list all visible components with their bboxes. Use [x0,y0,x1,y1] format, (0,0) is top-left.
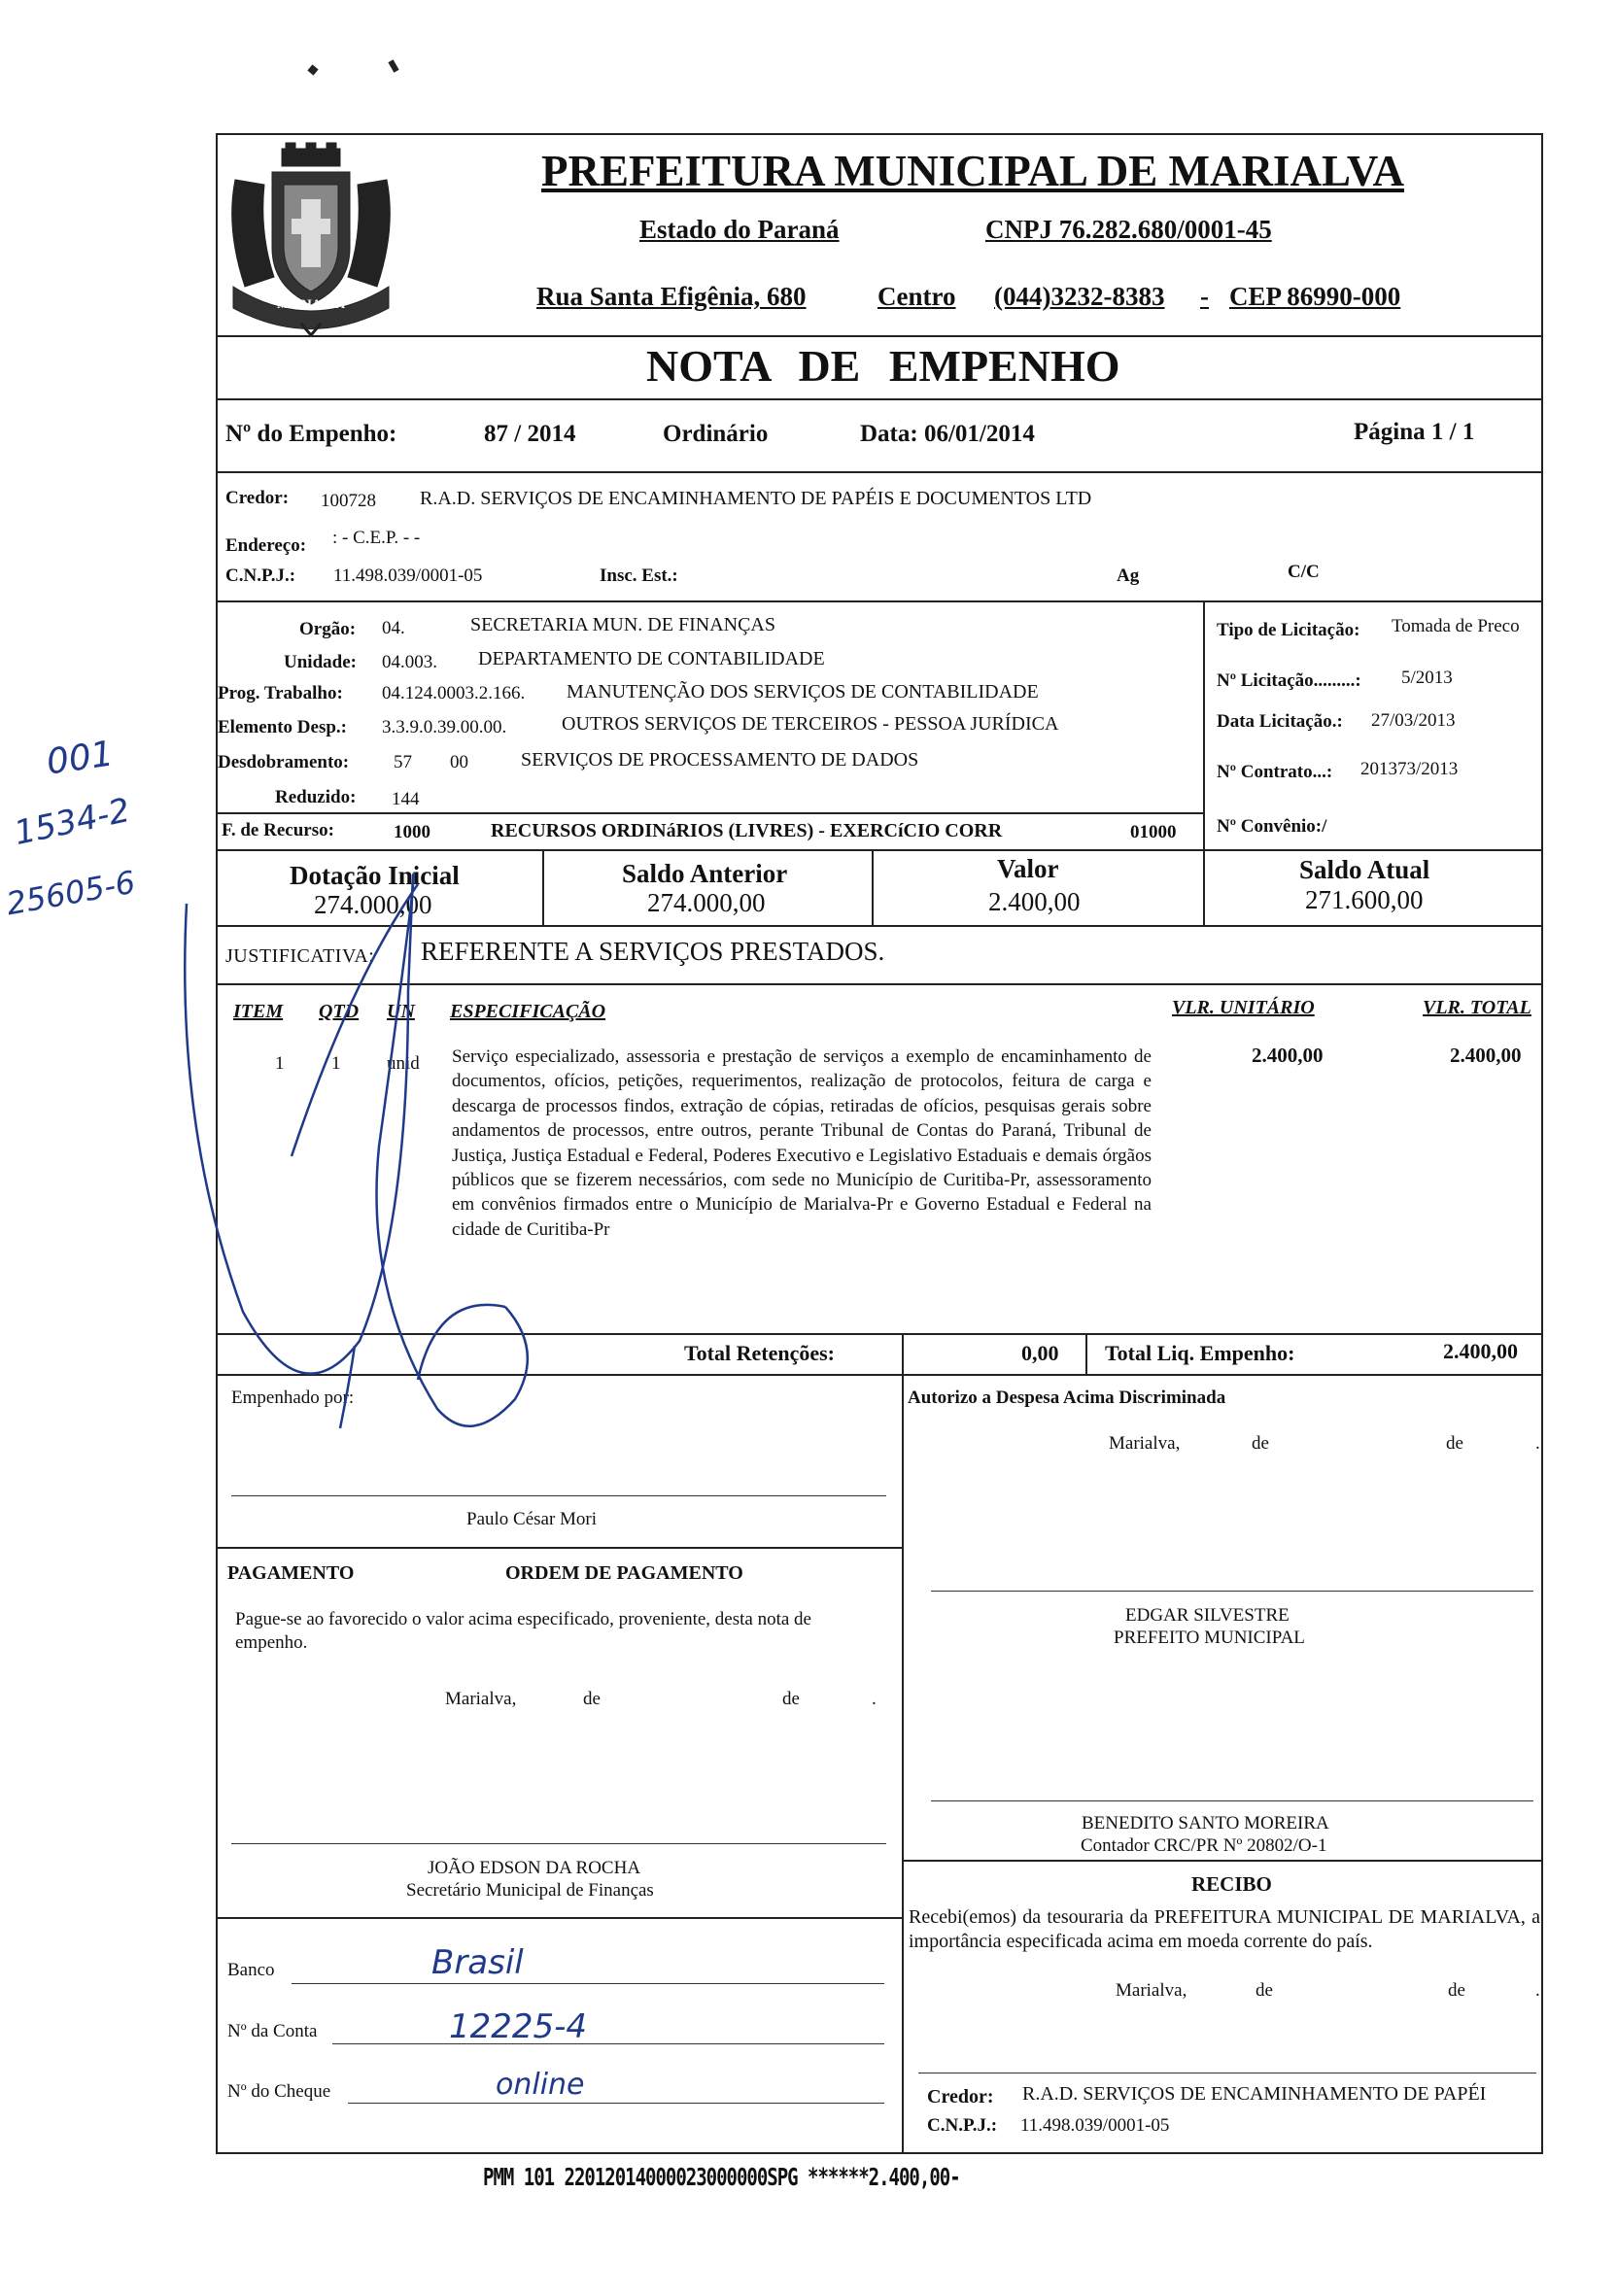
state-label: Estado do Paraná [639,215,840,244]
pagamento-label: PAGAMENTO [227,1562,355,1584]
phone-label: (044)3232-8383 [994,282,1165,311]
coat-of-arms-logo [216,141,406,335]
valor-label: Valor [997,854,1059,883]
reduzido-label: Reduzido: [275,787,357,807]
dotacao-value: 274.000,00 [314,890,432,919]
convenio-label: Nº Convênio:/ [1217,816,1327,837]
item-specification: Serviço especializado, assessoria e prestação de serviços a exemplo de encaminhamento de documentos, ofícios, petições, requerimentos, realização de protocolos, feitura de carga e descarga de processos findos, extração de cópias, retiradas de ofícios, pesquisas gerais sobre andamentos de processos, entre outros, perante Tribunal de Contas do Paraná, Tribunal de Justiça, Justiça Estadual e Federal, Poderes Executivo e Legislativo Estaduais e demais órgãos públicos que se fizerem necessários, com sede no Município de Curitiba-Pr, assessoramento em convênios firmados entre o Município de Marialva-Pr e Governo Estadual e Federal na cidade de Curitiba-Pr [452,1046,1152,1240]
saldo-atual-value: 271.600,00 [1305,885,1424,914]
recurso-code2: 01000 [1130,822,1177,842]
agency-label: Ag [1117,565,1140,586]
pague-text: Pague-se ao favorecido o valor acima especificado, proveniente, desta nota de empenho. [235,1609,811,1653]
qtd-col-header: QTD [319,1001,360,1022]
signature-line [931,1800,1533,1801]
ordem-pagamento-label: ORDEM DE PAGAMENTO [505,1562,743,1584]
item-unit: unid [387,1053,420,1074]
item-number: 1 [275,1053,285,1074]
item-total: 2.400,00 [1450,1044,1522,1067]
credor-code: 100728 [321,491,376,511]
ink-loop-mark [117,836,602,1496]
saldo-anterior-label: Saldo Anterior [622,859,788,888]
desdobramento-code: 57 [394,752,412,772]
spec-col-header: ESPECIFICAÇÃO [450,1001,606,1022]
recibo-cnpj-label: C.N.P.J.: [927,2115,998,2136]
prog-trabalho-code: 04.124.0003.2.166. [382,683,526,703]
item-qty: 1 [331,1053,341,1074]
scan-mark [307,64,318,75]
tipo-licitacao-label: Tipo de Licitação: [1217,620,1360,640]
divider [872,849,874,925]
cheque-label: Nº do Cheque [227,2081,331,2102]
recibo-cnpj-value: 11.498.039/0001-05 [1020,2115,1170,2136]
address-label: Endereço: [225,535,307,556]
secretario-title: Secretário Municipal de Finanças [406,1880,654,1901]
prog-trabalho-label: Prog. Trabalho: [218,683,343,703]
tipo-licitacao-value: Tomada de Preco [1392,616,1520,636]
footer-code: PMM 101 22012014000023000000SPG ******2.400,00- [483,2163,960,2192]
desdobramento-name: SERVIÇOS DE PROCESSAMENTO DE DADOS [521,749,919,771]
conta-line [332,2043,884,2044]
num-licitacao-value: 5/2013 [1401,668,1453,688]
empenho-number: 87 / 2014 [484,421,576,447]
elemento-name: OUTROS SERVIÇOS DE TERCEIROS - PESSOA JURÍDICA [562,713,1059,735]
contrato-value: 201373/2013 [1360,759,1459,779]
credor-label: Credor: [225,488,290,508]
divider [902,1333,904,1374]
banco-label: Banco [227,1960,275,1980]
pagamento-dot: . [872,1689,877,1709]
elemento-code: 3.3.9.0.39.00.00. [382,717,507,737]
total-col-header: VLR. TOTAL [1423,997,1531,1018]
total-liquido-label: Total Liq. Empenho: [1105,1341,1295,1365]
banco-line [292,1983,884,1984]
divider [216,1547,902,1549]
empenhado-name: Paulo César Mori [466,1509,598,1529]
elemento-label: Elemento Desp.: [218,717,347,737]
total-retencoes-value: 0,00 [1021,1341,1059,1365]
recibo-credor-value: R.A.D. SERVIÇOS DE ENCAMINHAMENTO DE PAPÉI [1022,2083,1487,2105]
cnpj-header: CNPJ 76.282.680/0001-45 [985,215,1272,244]
signature-line [231,1843,886,1844]
empenhado-label: Empenhado por: [231,1388,355,1408]
contador-title: Contador CRC/PR Nº 20802/O-1 [1081,1835,1327,1856]
total-retencoes-label: Total Retenções: [684,1341,835,1365]
recurso-label: F. de Recurso: [222,820,334,840]
prefeito-name: EDGAR SILVESTRE [1125,1605,1290,1626]
cheque-line [348,2103,884,2104]
autorizo-label: Autorizo a Despesa Acima Discriminada [908,1388,1226,1408]
recurso-name: RECURSOS ORDINáRIOS (LIVRES) - EXERCíCIO CORR [491,820,1003,841]
unit-price-col-header: VLR. UNITÁRIO [1172,997,1315,1018]
page-number: Página 1 / 1 [1354,419,1475,445]
unidade-name: DEPARTAMENTO DE CONTABILIDADE [478,648,825,669]
pagamento-de2: de [782,1689,800,1709]
orgao-code: 04. [382,618,405,638]
autorizo-city: Marialva, [1109,1433,1181,1454]
divider [1085,1333,1087,1374]
orgao-name: SECRETARIA MUN. DE FINANÇAS [470,614,775,635]
handwritten-margin-note: 1534-2 [11,790,134,854]
empenho-type: Ordinário [663,421,769,447]
empenho-label: Nº do Empenho: [225,421,397,447]
recibo-city: Marialva, [1116,1980,1187,2001]
data-licitacao-value: 27/03/2013 [1371,710,1456,731]
dotacao-label: Dotação Inicial [290,861,460,890]
divider [216,812,1203,814]
desdobramento-sub: 00 [450,752,468,772]
pagamento-de1: de [583,1689,601,1709]
reduzido-value: 144 [392,789,420,809]
divider [216,600,1543,602]
cnpj-value: 11.498.039/0001-05 [333,565,483,586]
divider [216,1917,902,1919]
data-licitacao-label: Data Licitação.: [1217,711,1343,732]
account-label: C/C [1288,562,1320,582]
street-label: Rua Santa Efigênia, 680 [536,282,807,311]
num-licitacao-label: Nº Licitação.........: [1217,670,1361,691]
desdobramento-label: Desdobramento: [218,752,350,772]
orgao-label: Orgão: [299,619,357,639]
saldo-anterior-value: 274.000,00 [647,888,766,917]
secretario-name: JOÃO EDSON DA ROCHA [428,1858,641,1878]
handwritten-margin-note: 001 [44,734,117,783]
contador-name: BENEDITO SANTO MOREIRA [1082,1813,1329,1833]
address-value: : - C.E.P. - - [332,528,421,548]
handwritten-cheque: online [496,2068,585,2102]
divider [902,1374,904,2154]
credor-name: R.A.D. SERVIÇOS DE ENCAMINHAMENTO DE PAPÉIS E DOCUMENTOS LTD [420,488,1092,509]
recibo-de2: de [1448,1980,1465,2001]
justificativa-text: REFERENTE A SERVIÇOS PRESTADOS. [421,937,885,966]
insc-est-label: Insc. Est.: [600,565,678,586]
recibo-text: Recebi(emos) da tesouraria da PREFEITURA MUNICIPAL DE MARIALVA, a importância especificada acima em moeda corrente do país. [909,1906,1540,1952]
cep-label: CEP 86990-000 [1229,282,1401,311]
handwritten-banco: Brasil [431,1943,524,1982]
divider [216,471,1543,473]
item-col-header: ITEM [233,1001,284,1022]
autorizo-dot: . [1535,1433,1540,1454]
conta-label: Nº da Conta [227,2021,318,2041]
recibo-dot: . [1535,1980,1540,2001]
unidade-label: Unidade: [284,652,357,672]
svg-text:MARIALVA: MARIALVA [276,296,346,311]
divider [1203,600,1205,849]
header-dash: - [1200,282,1209,311]
empenho-date: Data: 06/01/2014 [860,421,1035,447]
divider [1203,849,1205,925]
signature-line [931,1591,1533,1592]
divider [216,335,1543,337]
item-unit-price: 2.400,00 [1252,1044,1324,1067]
prefeito-title: PREFEITO MUNICIPAL [1114,1628,1305,1648]
divider [902,1860,1543,1862]
autorizo-de1: de [1252,1433,1269,1454]
valor-value: 2.400,00 [988,887,1081,916]
un-col-header: UN [387,1001,415,1022]
recurso-code: 1000 [394,822,430,842]
district-label: Centro [877,282,956,311]
handwritten-conta: 12225-4 [449,2007,588,2046]
prefeitura-title: PREFEITURA MUNICIPAL DE MARIALVA [541,147,1405,195]
recibo-label: RECIBO [1191,1872,1272,1896]
handwritten-margin-note: 25605-6 [3,863,138,923]
justificativa-label: JUSTIFICATIVA: [225,945,375,967]
recibo-de1: de [1256,1980,1273,2001]
recibo-credor-label: Credor: [927,2086,994,2108]
divider [216,398,1543,400]
cnpj-label: C.N.P.J.: [225,565,296,586]
saldo-atual-label: Saldo Atual [1299,855,1430,884]
unidade-code: 04.003. [382,652,437,672]
prog-trabalho-name: MANUTENÇÃO DOS SERVIÇOS DE CONTABILIDADE [567,681,1039,703]
scan-mark [388,59,398,72]
contrato-label: Nº Contrato...: [1217,762,1333,782]
autorizo-de2: de [1446,1433,1463,1454]
document-title: NOTA DE EMPENHO [646,341,1120,391]
total-liquido-value: 2.400,00 [1443,1339,1518,1363]
pagamento-city: Marialva, [445,1689,517,1709]
